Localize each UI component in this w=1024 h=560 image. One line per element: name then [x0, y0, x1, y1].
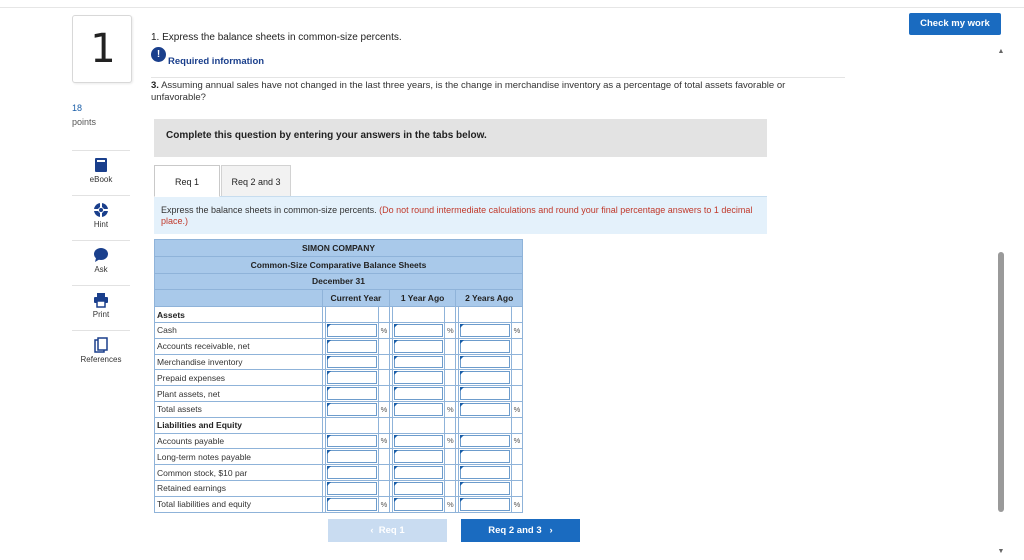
percent-sign: % — [512, 322, 523, 338]
percent-input[interactable] — [394, 482, 444, 495]
percent-sign — [512, 480, 523, 496]
percent-sign: % — [445, 433, 456, 449]
percent-input[interactable] — [394, 324, 444, 337]
table-row — [155, 465, 523, 481]
row-label: Accounts receivable, net — [155, 338, 323, 354]
percent-sign — [512, 354, 523, 370]
percent-input[interactable] — [327, 435, 377, 448]
row-label: Total liabilities and equity — [155, 496, 323, 512]
table-row — [155, 433, 523, 449]
points-value: 18 — [72, 103, 83, 113]
percent-sign: % — [378, 322, 389, 338]
table-row — [155, 322, 523, 338]
percent-input[interactable] — [460, 387, 510, 400]
input-marker-icon — [460, 356, 464, 360]
percent-input-cell[interactable] — [459, 386, 512, 402]
table-row — [155, 401, 523, 417]
next-req-label: Req 2 and 3 — [488, 525, 542, 536]
percent-sign — [445, 338, 456, 354]
percent-input-cell[interactable] — [325, 322, 378, 338]
percent-sign: % — [445, 401, 456, 417]
input-marker-icon — [327, 450, 331, 454]
hint-button[interactable] — [72, 195, 130, 239]
percent-sign: % — [512, 496, 523, 512]
table-row — [155, 386, 523, 402]
row-label: Accounts payable — [155, 433, 323, 449]
scrollbar-thumb[interactable] — [998, 252, 1004, 512]
input-marker-icon — [460, 498, 464, 502]
percent-sign — [445, 449, 456, 465]
percent-input-cell[interactable] — [459, 449, 512, 465]
percent-input-cell[interactable] — [392, 322, 445, 338]
section-heading: Assets — [155, 307, 323, 323]
chevron-left-icon: ‹ — [370, 525, 374, 536]
percent-input[interactable] — [327, 340, 377, 353]
question-number-box — [72, 15, 132, 83]
input-marker-icon — [394, 482, 398, 486]
section-heading: Liabilities and Equity — [155, 417, 323, 433]
percent-sign: % — [445, 322, 456, 338]
percent-sign — [445, 354, 456, 370]
input-marker-icon — [394, 435, 398, 439]
percent-input[interactable] — [394, 387, 444, 400]
percent-sign — [445, 465, 456, 481]
input-marker-icon — [327, 356, 331, 360]
input-marker-icon — [394, 466, 398, 470]
input-marker-icon — [460, 450, 464, 454]
tab-req-2-and-3[interactable]: Req 2 and 3 — [221, 165, 291, 197]
percent-input[interactable] — [460, 482, 510, 495]
percent-input[interactable] — [394, 466, 444, 479]
column-header-2-years-ago: 2 Years Ago — [456, 290, 523, 307]
input-marker-icon — [394, 371, 398, 375]
row-label: Retained earnings — [155, 480, 323, 496]
percent-input-cell[interactable] — [392, 401, 445, 417]
table-row — [155, 449, 523, 465]
row-label: Cash — [155, 322, 323, 338]
percent-input-cell[interactable] — [325, 338, 378, 354]
input-marker-icon — [394, 356, 398, 360]
ebook-label: eBook — [89, 175, 113, 184]
percent-input[interactable] — [327, 482, 377, 495]
percent-sign — [378, 370, 389, 386]
percent-sign: % — [512, 401, 523, 417]
percent-sign — [378, 465, 389, 481]
percent-input[interactable] — [460, 324, 510, 337]
percent-input-cell[interactable] — [325, 496, 378, 512]
percent-input[interactable] — [327, 498, 377, 511]
table-row — [155, 354, 523, 370]
percent-input-cell[interactable] — [392, 496, 445, 512]
table-row — [155, 480, 523, 496]
percent-input[interactable] — [394, 340, 444, 353]
percent-input-cell[interactable] — [325, 465, 378, 481]
print-icon — [93, 292, 109, 308]
balance-sheet-table — [154, 239, 523, 513]
input-marker-icon — [460, 403, 464, 407]
references-icon — [94, 337, 108, 353]
percent-input-cell[interactable] — [325, 354, 378, 370]
percent-input-cell[interactable] — [392, 465, 445, 481]
input-marker-icon — [460, 371, 464, 375]
top-divider — [0, 7, 1024, 8]
percent-sign — [378, 338, 389, 354]
percent-input[interactable] — [394, 498, 444, 511]
percent-input[interactable] — [394, 356, 444, 369]
empty-cell — [325, 417, 378, 433]
ebook-icon — [94, 157, 108, 173]
empty-cell — [325, 307, 378, 323]
percent-input-cell[interactable] — [392, 370, 445, 386]
empty-pct-cell — [378, 307, 389, 323]
input-marker-icon — [394, 340, 398, 344]
percent-input[interactable] — [460, 466, 510, 479]
print-button[interactable] — [72, 285, 130, 329]
input-marker-icon — [327, 482, 331, 486]
sheet-title: Common-Size Comparative Balance Sheets — [155, 256, 523, 273]
directions-panel — [154, 196, 767, 234]
percent-input-cell[interactable] — [392, 354, 445, 370]
empty-pct-cell — [512, 417, 523, 433]
percent-sign — [512, 465, 523, 481]
input-marker-icon — [327, 403, 331, 407]
percent-input-cell[interactable] — [392, 449, 445, 465]
ask-button[interactable] — [72, 240, 130, 284]
percent-input-cell[interactable] — [459, 322, 512, 338]
percent-input[interactable] — [327, 356, 377, 369]
row-label: Common stock, $10 par — [155, 465, 323, 481]
percent-input-cell[interactable] — [459, 338, 512, 354]
percent-input-cell[interactable] — [459, 401, 512, 417]
percent-sign: % — [378, 433, 389, 449]
input-marker-icon — [327, 324, 331, 328]
percent-input-cell[interactable] — [325, 433, 378, 449]
percent-sign — [512, 338, 523, 354]
percent-input[interactable] — [327, 450, 377, 463]
column-header-blank — [155, 290, 323, 307]
percent-input[interactable] — [327, 324, 377, 337]
percent-input[interactable] — [460, 403, 510, 416]
percent-sign — [378, 354, 389, 370]
percent-input[interactable] — [327, 371, 377, 384]
percent-input-cell[interactable] — [392, 338, 445, 354]
input-marker-icon — [394, 387, 398, 391]
empty-cell — [392, 307, 445, 323]
percent-input-cell[interactable] — [325, 386, 378, 402]
percent-input-cell[interactable] — [459, 370, 512, 386]
percent-input[interactable] — [394, 403, 444, 416]
percent-sign: % — [378, 401, 389, 417]
input-marker-icon — [460, 324, 464, 328]
empty-pct-cell — [445, 417, 456, 433]
percent-input-cell[interactable] — [325, 480, 378, 496]
references-label: References — [80, 355, 122, 364]
row-label: Long-term notes payable — [155, 449, 323, 465]
previous-req-button[interactable] — [328, 519, 447, 542]
truncated-question-title: 1. Express the balance sheets in common-size percents. — [151, 32, 402, 43]
input-marker-icon — [394, 450, 398, 454]
row-label: Prepaid expenses — [155, 370, 323, 386]
hint-label: Hint — [93, 220, 109, 229]
instructions-bar — [154, 119, 767, 157]
percent-sign — [512, 386, 523, 402]
input-marker-icon — [327, 435, 331, 439]
percent-input-cell[interactable] — [459, 433, 512, 449]
references-button[interactable] — [72, 330, 130, 374]
percent-input[interactable] — [394, 371, 444, 384]
input-marker-icon — [460, 340, 464, 344]
ask-icon — [93, 247, 109, 263]
empty-cell — [459, 307, 512, 323]
input-marker-icon — [394, 324, 398, 328]
scroll-up-arrow-icon[interactable]: ▲ — [997, 48, 1005, 55]
percent-input[interactable] — [460, 340, 510, 353]
question-number: 1 — [90, 26, 116, 72]
percent-input[interactable] — [394, 450, 444, 463]
input-marker-icon — [327, 371, 331, 375]
percent-sign: % — [445, 496, 456, 512]
question-text: 3. Assuming annual sales have not changed in the last three years, is the change in merchandise inventory as a percentage of total assets favorable or unfavorable? — [151, 80, 786, 103]
percent-input[interactable] — [460, 498, 510, 511]
percent-input-cell[interactable] — [325, 401, 378, 417]
section-row — [155, 417, 523, 433]
empty-cell — [392, 417, 445, 433]
percent-input-cell[interactable] — [459, 354, 512, 370]
company-name: SIMON COMPANY — [155, 240, 523, 257]
input-marker-icon — [460, 482, 464, 486]
percent-input[interactable] — [460, 371, 510, 384]
percent-input-cell[interactable] — [325, 370, 378, 386]
empty-pct-cell — [445, 307, 456, 323]
percent-input-cell[interactable] — [392, 386, 445, 402]
percent-input[interactable] — [460, 435, 510, 448]
table-row — [155, 370, 523, 386]
chevron-right-icon: › — [549, 525, 553, 536]
directions-text: Express the balance sheets in common-size percents. (Do not round intermediate calculations and round your final percentage answers to 1 decimal place.) — [161, 205, 753, 226]
input-marker-icon — [327, 466, 331, 470]
empty-pct-cell — [512, 307, 523, 323]
percent-sign — [512, 449, 523, 465]
print-label: Print — [92, 310, 110, 319]
empty-cell — [459, 417, 512, 433]
percent-input[interactable] — [460, 356, 510, 369]
percent-sign — [378, 386, 389, 402]
check-my-work-button[interactable]: Check my work — [909, 13, 1001, 35]
directions-note: (Do not round intermediate calculations and round your final percentage answers to 1 decimal place.) — [161, 205, 753, 226]
percent-sign — [445, 370, 456, 386]
percent-sign: % — [512, 433, 523, 449]
percent-sign: % — [378, 496, 389, 512]
ebook-button[interactable] — [72, 150, 130, 194]
percent-input[interactable] — [460, 450, 510, 463]
percent-sign — [512, 370, 523, 386]
input-marker-icon — [460, 387, 464, 391]
column-header-1-year-ago: 1 Year Ago — [389, 290, 455, 307]
input-marker-icon — [394, 403, 398, 407]
percent-input-cell[interactable] — [459, 496, 512, 512]
previous-req-label: Req 1 — [378, 525, 405, 536]
required-information-label: Required information — [168, 56, 265, 67]
table-row — [155, 338, 523, 354]
row-label: Merchandise inventory — [155, 354, 323, 370]
percent-sign — [445, 386, 456, 402]
points-label: points — [72, 117, 97, 127]
percent-input[interactable] — [394, 435, 444, 448]
required-info-icon: ! — [151, 47, 166, 62]
scrollbar[interactable] — [997, 48, 1005, 556]
column-header-current-year: Current Year — [322, 290, 389, 307]
next-req-button[interactable] — [461, 519, 580, 542]
percent-input-cell[interactable] — [392, 480, 445, 496]
percent-sign — [378, 480, 389, 496]
empty-pct-cell — [378, 417, 389, 433]
percent-input-cell[interactable] — [459, 480, 512, 496]
ask-label: Ask — [94, 265, 108, 274]
percent-input-cell[interactable] — [392, 433, 445, 449]
input-marker-icon — [327, 387, 331, 391]
percent-input[interactable] — [327, 403, 377, 416]
section-row — [155, 307, 523, 323]
input-marker-icon — [327, 340, 331, 344]
percent-sign — [445, 480, 456, 496]
hint-icon — [93, 202, 109, 218]
row-label: Total assets — [155, 401, 323, 417]
row-label: Plant assets, net — [155, 386, 323, 402]
percent-input[interactable] — [327, 387, 377, 400]
sheet-date: December 31 — [155, 273, 523, 290]
instructions-text: Complete this question by entering your answers in the tabs below. — [166, 130, 487, 141]
percent-input[interactable] — [327, 466, 377, 479]
table-row — [155, 496, 523, 512]
scroll-down-arrow-icon[interactable]: ▼ — [997, 548, 1005, 555]
required-info-divider — [151, 77, 845, 78]
input-marker-icon — [460, 435, 464, 439]
percent-sign — [378, 449, 389, 465]
percent-input-cell[interactable] — [325, 449, 378, 465]
input-marker-icon — [327, 498, 331, 502]
input-marker-icon — [460, 466, 464, 470]
input-marker-icon — [394, 498, 398, 502]
percent-input-cell[interactable] — [459, 465, 512, 481]
tab-req-1[interactable]: Req 1 — [154, 165, 220, 197]
